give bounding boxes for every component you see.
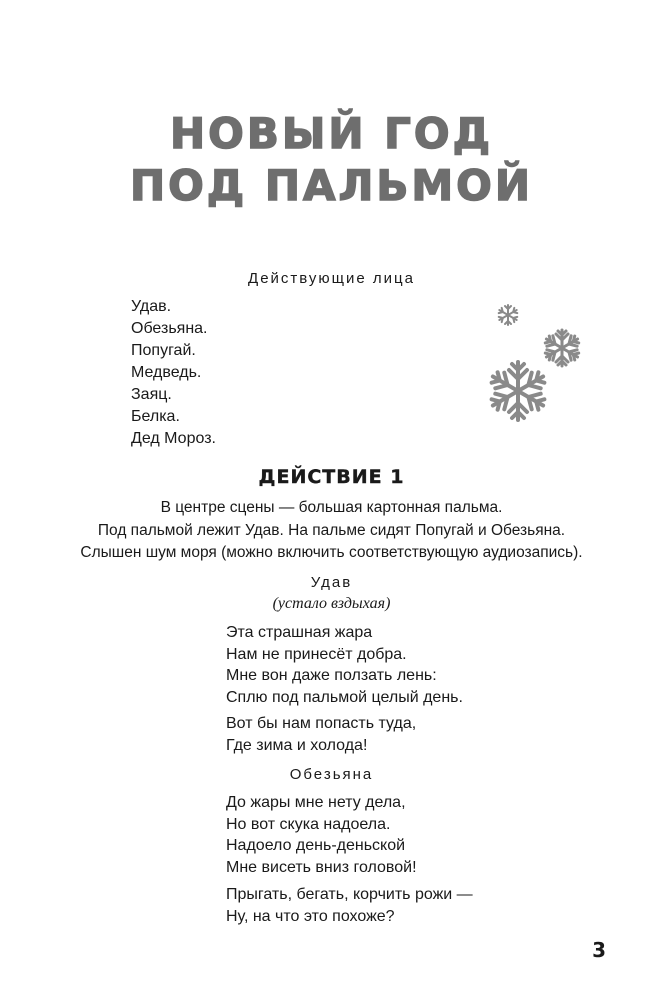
verse-line: Мне вон даже ползать лень: bbox=[226, 667, 437, 684]
page-number: 3 bbox=[592, 938, 606, 962]
verse-line: Эта страшная жара bbox=[226, 624, 373, 641]
cast-item: Дед Мороз. bbox=[131, 430, 216, 447]
act-heading: ДЕЙСТВИЕ 1 bbox=[258, 466, 405, 488]
verse-stanza bbox=[226, 792, 417, 878]
verse-line: Мне висеть вниз головой! bbox=[226, 858, 417, 876]
verse-line: Где зима и холода! bbox=[226, 736, 368, 754]
stage-direction-line: В центре сцены — большая картонная пальма. bbox=[160, 499, 503, 516]
verse-line: Вот бы нам попасть туда, bbox=[226, 715, 417, 732]
verse-line: Надоело день-деньской bbox=[226, 837, 406, 854]
verse-line: Сплю под пальмой целый день. bbox=[226, 688, 463, 706]
snowflake-icon bbox=[496, 303, 520, 327]
verse-line: Прыгать, бегать, корчить рожи — bbox=[226, 886, 473, 903]
stage-direction bbox=[0, 497, 663, 565]
cast-item: Медведь. bbox=[131, 364, 202, 381]
cast-item: Заяц. bbox=[131, 386, 172, 403]
cast-item: Белка. bbox=[131, 408, 180, 425]
verse-stanza bbox=[226, 884, 473, 927]
stage-remark: (устало вздыхая) bbox=[272, 595, 391, 612]
verse-stanza bbox=[226, 622, 463, 708]
title-line-2: ПОД ПАЛЬМОЙ bbox=[129, 161, 534, 210]
page-title bbox=[0, 108, 663, 212]
verse-stanza bbox=[226, 713, 416, 756]
cast-list bbox=[131, 296, 216, 450]
cast-item: Обезьяна. bbox=[131, 320, 208, 337]
verse-line: Но вот скука надоела. bbox=[226, 815, 391, 833]
speaker-name: Обезьяна bbox=[289, 766, 374, 783]
cast-heading: Действующие лица bbox=[248, 270, 415, 287]
verse-line: Нам не принесёт добра. bbox=[226, 645, 407, 663]
snowflake-icon bbox=[488, 358, 548, 424]
verse-line: Ну, на что это похоже? bbox=[226, 907, 395, 925]
speaker-name: Удав bbox=[310, 574, 353, 591]
cast-item: Попугай. bbox=[131, 342, 196, 359]
cast-item: Удав. bbox=[131, 298, 172, 315]
title-line-1: НОВЫЙ ГОД bbox=[169, 109, 494, 158]
stage-direction-line: Слышен шум моря (можно включить соответствующую аудиозапись). bbox=[80, 544, 583, 561]
verse-line: До жары мне нету дела, bbox=[226, 794, 406, 811]
stage-direction-line: Под пальмой лежит Удав. На пальме сидят Попугай и Обезьяна. bbox=[97, 521, 566, 539]
